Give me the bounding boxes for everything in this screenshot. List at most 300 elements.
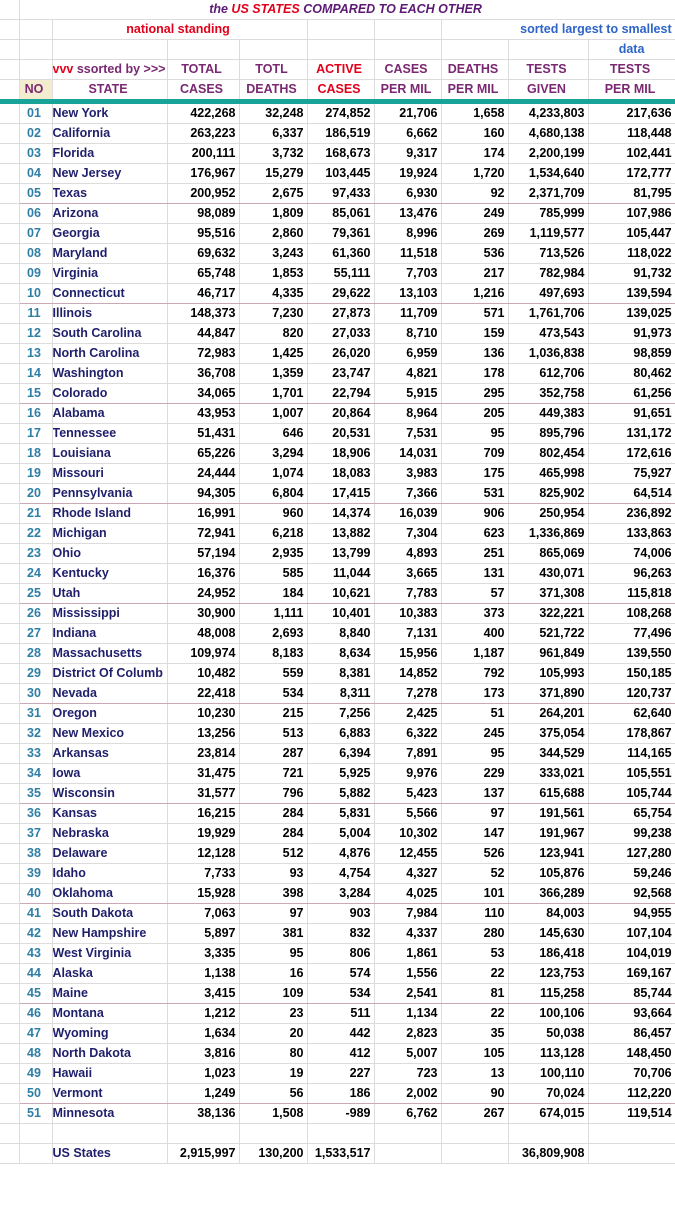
state-name: Mississippi [52, 604, 167, 624]
tests-given: 895,796 [508, 424, 588, 444]
deaths-per-mil: 280 [441, 924, 508, 944]
state-name: California [52, 124, 167, 144]
tests-per-mil: 86,457 [588, 1024, 675, 1044]
row-number: 12 [19, 324, 52, 344]
row-number: 36 [19, 804, 52, 824]
empty-cell [52, 1124, 167, 1144]
row-spacer [0, 144, 19, 164]
total-deaths: 3,732 [239, 144, 307, 164]
cases-per-mil: 13,476 [374, 204, 441, 224]
deaths-per-mil: 35 [441, 1024, 508, 1044]
row-number: 16 [19, 404, 52, 424]
header-tests-per-mil-1: TESTS [588, 60, 675, 80]
row-spacer [0, 244, 19, 264]
total-cases: 422,268 [167, 102, 239, 124]
active-cases: 20,531 [307, 424, 374, 444]
deaths-per-mil: 22 [441, 1004, 508, 1024]
total-deaths: 1,111 [239, 604, 307, 624]
total-cases: 1,634 [167, 1024, 239, 1044]
active-cases: 27,033 [307, 324, 374, 344]
cases-per-mil: 2,425 [374, 704, 441, 724]
row-number: 47 [19, 1024, 52, 1044]
deaths-per-mil: 1,187 [441, 644, 508, 664]
table-row [0, 102, 675, 124]
active-cases: 11,044 [307, 564, 374, 584]
state-name: South Carolina [52, 324, 167, 344]
deaths-per-mil: 95 [441, 424, 508, 444]
table-row [0, 1004, 675, 1024]
row-number: 02 [19, 124, 52, 144]
note-row-1 [0, 20, 675, 40]
state-name: Maine [52, 984, 167, 1004]
deaths-per-mil: 178 [441, 364, 508, 384]
empty-cell [307, 1124, 374, 1144]
state-name: New Jersey [52, 164, 167, 184]
cases-per-mil: 6,930 [374, 184, 441, 204]
active-cases: 18,906 [307, 444, 374, 464]
total-cases: 10,230 [167, 704, 239, 724]
row-spacer [0, 1024, 19, 1044]
total-deaths: 1,809 [239, 204, 307, 224]
cases-per-mil: 14,852 [374, 664, 441, 684]
total-deaths: 2,935 [239, 544, 307, 564]
table-row [0, 284, 675, 304]
active-cases: 7,256 [307, 704, 374, 724]
total-deaths: 960 [239, 504, 307, 524]
table-row [0, 544, 675, 564]
total-cases: 36,708 [167, 364, 239, 384]
row-spacer [0, 264, 19, 284]
state-name: Indiana [52, 624, 167, 644]
header-deaths-per-mil-2: PER MIL [441, 80, 508, 102]
total-cases: 109,974 [167, 644, 239, 664]
row-spacer [0, 324, 19, 344]
row-spacer [0, 1004, 19, 1024]
state-name: Kentucky [52, 564, 167, 584]
tests-given: 465,998 [508, 464, 588, 484]
row-spacer [0, 924, 19, 944]
cases-per-mil: 7,304 [374, 524, 441, 544]
active-cases: 79,361 [307, 224, 374, 244]
row-spacer [0, 704, 19, 724]
deaths-per-mil: 1,216 [441, 284, 508, 304]
total-deaths: 3,294 [239, 444, 307, 464]
sorted-note: sorted largest to smallest [441, 20, 675, 40]
table-row [0, 1044, 675, 1064]
total-cases: 24,952 [167, 584, 239, 604]
empty-cell [19, 1124, 52, 1144]
row-spacer [0, 644, 19, 664]
table-row [0, 724, 675, 744]
total-cases: 48,008 [167, 624, 239, 644]
deaths-per-mil: 131 [441, 564, 508, 584]
active-cases: 103,445 [307, 164, 374, 184]
tests-given: 344,529 [508, 744, 588, 764]
total-cases: 69,632 [167, 244, 239, 264]
total-cases: 31,577 [167, 784, 239, 804]
table-row [0, 444, 675, 464]
total-cases: 1,249 [167, 1084, 239, 1104]
tests-given: 2,200,199 [508, 144, 588, 164]
deaths-per-mil: 623 [441, 524, 508, 544]
total-deaths: 721 [239, 764, 307, 784]
tests-per-mil: 105,447 [588, 224, 675, 244]
header-deaths-per-mil-1: DEATHS [441, 60, 508, 80]
row-number: 21 [19, 504, 52, 524]
active-cases: 26,020 [307, 344, 374, 364]
total-deaths: 56 [239, 1084, 307, 1104]
tests-per-mil: 131,172 [588, 424, 675, 444]
tests-per-mil: 148,450 [588, 1044, 675, 1064]
tests-per-mil: 172,777 [588, 164, 675, 184]
tests-given: 123,753 [508, 964, 588, 984]
deaths-per-mil: 174 [441, 144, 508, 164]
total-cases: 98,089 [167, 204, 239, 224]
totals-label: US States [52, 1144, 167, 1164]
table-row [0, 304, 675, 324]
deaths-per-mil: 159 [441, 324, 508, 344]
cases-per-mil: 723 [374, 1064, 441, 1084]
deaths-per-mil: 251 [441, 544, 508, 564]
deaths-per-mil: 81 [441, 984, 508, 1004]
total-deaths: 287 [239, 744, 307, 764]
row-spacer [0, 724, 19, 744]
row-number: 50 [19, 1084, 52, 1104]
tests-given: 2,371,709 [508, 184, 588, 204]
state-name: Georgia [52, 224, 167, 244]
active-cases: 8,311 [307, 684, 374, 704]
total-cases: 65,748 [167, 264, 239, 284]
row-number: 08 [19, 244, 52, 264]
tests-given: 802,454 [508, 444, 588, 464]
state-name: North Dakota [52, 1044, 167, 1064]
table-row [0, 804, 675, 824]
tests-per-mil: 119,514 [588, 1104, 675, 1124]
total-cases: 16,991 [167, 504, 239, 524]
state-name: Oklahoma [52, 884, 167, 904]
row-number: 06 [19, 204, 52, 224]
total-cases: 5,897 [167, 924, 239, 944]
total-deaths: 6,218 [239, 524, 307, 544]
active-cases: 5,004 [307, 824, 374, 844]
tests-given: 375,054 [508, 724, 588, 744]
row-number: 29 [19, 664, 52, 684]
tests-per-mil: 105,744 [588, 784, 675, 804]
active-cases: 574 [307, 964, 374, 984]
active-cases: 23,747 [307, 364, 374, 384]
table-row [0, 964, 675, 984]
table-row [0, 664, 675, 684]
deaths-per-mil: 373 [441, 604, 508, 624]
row-spacer [0, 1064, 19, 1084]
total-deaths: 284 [239, 824, 307, 844]
cases-per-mil: 19,924 [374, 164, 441, 184]
tests-per-mil: 105,551 [588, 764, 675, 784]
deaths-per-mil: 269 [441, 224, 508, 244]
total-cases: 95,516 [167, 224, 239, 244]
cases-per-mil: 7,891 [374, 744, 441, 764]
deaths-per-mil: 101 [441, 884, 508, 904]
empty-cell [588, 1124, 675, 1144]
row-spacer [0, 204, 19, 224]
tests-per-mil: 85,744 [588, 984, 675, 1004]
deaths-per-mil: 105 [441, 1044, 508, 1064]
active-cases: 5,882 [307, 784, 374, 804]
row-number: 43 [19, 944, 52, 964]
table-row [0, 924, 675, 944]
total-cases: 51,431 [167, 424, 239, 444]
active-cases: 903 [307, 904, 374, 924]
tests-per-mil: 120,737 [588, 684, 675, 704]
total-cases: 46,717 [167, 284, 239, 304]
row-number: 28 [19, 644, 52, 664]
total-deaths: 8,183 [239, 644, 307, 664]
cases-per-mil: 4,893 [374, 544, 441, 564]
total-cases: 1,138 [167, 964, 239, 984]
state-name: Idaho [52, 864, 167, 884]
row-number: 34 [19, 764, 52, 784]
tests-given: 191,967 [508, 824, 588, 844]
row-spacer [0, 102, 19, 124]
row-number: 13 [19, 344, 52, 364]
tests-given: 191,561 [508, 804, 588, 824]
row-number: 48 [19, 1044, 52, 1064]
row-number: 42 [19, 924, 52, 944]
deaths-per-mil: 906 [441, 504, 508, 524]
tests-per-mil: 70,706 [588, 1064, 675, 1084]
deaths-per-mil: 1,658 [441, 102, 508, 124]
tests-given: 430,071 [508, 564, 588, 584]
row-spacer [0, 584, 19, 604]
row-number: 05 [19, 184, 52, 204]
deaths-per-mil: 147 [441, 824, 508, 844]
state-name: Utah [52, 584, 167, 604]
tests-per-mil: 104,019 [588, 944, 675, 964]
state-name: West Virginia [52, 944, 167, 964]
deaths-per-mil: 536 [441, 244, 508, 264]
row-number: 25 [19, 584, 52, 604]
header-active-cases-1: ACTIVE [307, 60, 374, 80]
active-cases: 8,634 [307, 644, 374, 664]
table-row [0, 1024, 675, 1044]
deaths-per-mil: 792 [441, 664, 508, 684]
active-cases: 97,433 [307, 184, 374, 204]
tests-given: 1,761,706 [508, 304, 588, 324]
tests-given: 115,258 [508, 984, 588, 1004]
sheet-title [19, 0, 675, 20]
table-row [0, 484, 675, 504]
total-deaths: 2,693 [239, 624, 307, 644]
cases-per-mil: 5,566 [374, 804, 441, 824]
empty-cell [441, 1124, 508, 1144]
tests-given: 473,543 [508, 324, 588, 344]
tests-given: 123,941 [508, 844, 588, 864]
active-cases: 4,876 [307, 844, 374, 864]
total-cases: 176,967 [167, 164, 239, 184]
table-row [0, 244, 675, 264]
tests-given: 612,706 [508, 364, 588, 384]
row-number: 35 [19, 784, 52, 804]
cases-per-mil: 6,762 [374, 1104, 441, 1124]
state-name: Vermont [52, 1084, 167, 1104]
active-cases: 832 [307, 924, 374, 944]
header-tests-given-2: GIVEN [508, 80, 588, 102]
total-cases: 19,929 [167, 824, 239, 844]
cases-per-mil: 4,337 [374, 924, 441, 944]
tests-per-mil: 114,165 [588, 744, 675, 764]
table-row [0, 704, 675, 724]
active-cases: 61,360 [307, 244, 374, 264]
row-number: 04 [19, 164, 52, 184]
deaths-per-mil: 53 [441, 944, 508, 964]
row-spacer [0, 764, 19, 784]
header-total-deaths-2: DEATHS [239, 80, 307, 102]
table-row [0, 824, 675, 844]
row-spacer [0, 544, 19, 564]
tests-given: 449,383 [508, 404, 588, 424]
total-deaths: 20 [239, 1024, 307, 1044]
table-row [0, 584, 675, 604]
total-deaths: 398 [239, 884, 307, 904]
state-name: Wisconsin [52, 784, 167, 804]
state-name: Oregon [52, 704, 167, 724]
row-number: 51 [19, 1104, 52, 1124]
table-row [0, 644, 675, 664]
tests-given: 521,722 [508, 624, 588, 644]
row-number: 39 [19, 864, 52, 884]
table-row [0, 524, 675, 544]
total-deaths: 80 [239, 1044, 307, 1064]
header-total-deaths-1: TOTL [239, 60, 307, 80]
tests-given: 145,630 [508, 924, 588, 944]
table-row [0, 124, 675, 144]
row-spacer [0, 124, 19, 144]
active-cases: 20,864 [307, 404, 374, 424]
state-name: Pennsylvania [52, 484, 167, 504]
tests-per-mil: 139,594 [588, 284, 675, 304]
tests-per-mil: 118,022 [588, 244, 675, 264]
total-deaths: 512 [239, 844, 307, 864]
row-spacer [0, 344, 19, 364]
total-cases: 72,941 [167, 524, 239, 544]
row-spacer [0, 624, 19, 644]
tests-given: 333,021 [508, 764, 588, 784]
sorted-by-label [52, 60, 167, 80]
tests-per-mil: 75,927 [588, 464, 675, 484]
cases-per-mil: 10,383 [374, 604, 441, 624]
cases-per-mil: 4,821 [374, 364, 441, 384]
cases-per-mil: 14,031 [374, 444, 441, 464]
title-highlight: US STATES [231, 2, 300, 16]
header-total-cases-1: TOTAL [167, 60, 239, 80]
row-spacer [0, 304, 19, 324]
deaths-per-mil: 709 [441, 444, 508, 464]
deaths-per-mil: 137 [441, 784, 508, 804]
total-cases: 22,418 [167, 684, 239, 704]
header-row-2 [0, 80, 675, 102]
tests-per-mil: 108,268 [588, 604, 675, 624]
row-spacer [0, 404, 19, 424]
deaths-per-mil: 52 [441, 864, 508, 884]
row-number: 38 [19, 844, 52, 864]
total-cases: 12,128 [167, 844, 239, 864]
total-cases: 72,983 [167, 344, 239, 364]
active-cases: 442 [307, 1024, 374, 1044]
state-name: District Of Columb [52, 664, 167, 684]
tests-given: 1,119,577 [508, 224, 588, 244]
cases-per-mil: 11,518 [374, 244, 441, 264]
row-spacer [0, 864, 19, 884]
total-cases: 200,111 [167, 144, 239, 164]
row-number: 46 [19, 1004, 52, 1024]
state-name: Michigan [52, 524, 167, 544]
tests-per-mil: 92,568 [588, 884, 675, 904]
deaths-per-mil: 51 [441, 704, 508, 724]
cases-per-mil: 4,025 [374, 884, 441, 904]
table-row [0, 144, 675, 164]
total-cases: 13,256 [167, 724, 239, 744]
row-number: 01 [19, 102, 52, 124]
active-cases: 10,621 [307, 584, 374, 604]
total-cases: 23,814 [167, 744, 239, 764]
row-spacer [0, 164, 19, 184]
tests-per-mil: 107,104 [588, 924, 675, 944]
total-deaths: 559 [239, 664, 307, 684]
total-deaths: 1,007 [239, 404, 307, 424]
active-cases: 14,374 [307, 504, 374, 524]
active-cases: 85,061 [307, 204, 374, 224]
total-deaths: 646 [239, 424, 307, 444]
total-deaths: 4,335 [239, 284, 307, 304]
tests-given: 1,534,640 [508, 164, 588, 184]
row-spacer [0, 504, 19, 524]
total-deaths: 796 [239, 784, 307, 804]
row-spacer [0, 944, 19, 964]
active-cases: 17,415 [307, 484, 374, 504]
deaths-per-mil: 245 [441, 724, 508, 744]
active-cases: 13,882 [307, 524, 374, 544]
table-row [0, 784, 675, 804]
row-number: 27 [19, 624, 52, 644]
tests-per-mil: 65,754 [588, 804, 675, 824]
table-row [0, 564, 675, 584]
tests-given: 100,110 [508, 1064, 588, 1084]
active-cases: 29,622 [307, 284, 374, 304]
header-tests-given-1: TESTS [508, 60, 588, 80]
total-deaths: 15,279 [239, 164, 307, 184]
total-deaths: 109 [239, 984, 307, 1004]
row-number: 31 [19, 704, 52, 724]
table-row [0, 464, 675, 484]
state-name: Massachusetts [52, 644, 167, 664]
total-deaths: 513 [239, 724, 307, 744]
state-name: Tennessee [52, 424, 167, 444]
table-row [0, 844, 675, 864]
data-note: data [588, 40, 675, 60]
row-spacer [0, 1104, 19, 1124]
tests-per-mil: 236,892 [588, 504, 675, 524]
empty-cell [167, 1124, 239, 1144]
tests-given: 615,688 [508, 784, 588, 804]
total-deaths: 95 [239, 944, 307, 964]
table-row [0, 904, 675, 924]
state-name: New York [52, 102, 167, 124]
row-number: 03 [19, 144, 52, 164]
cases-per-mil: 2,002 [374, 1084, 441, 1104]
row-spacer [0, 284, 19, 304]
tests-per-mil: 107,986 [588, 204, 675, 224]
tests-per-mil: 62,640 [588, 704, 675, 724]
